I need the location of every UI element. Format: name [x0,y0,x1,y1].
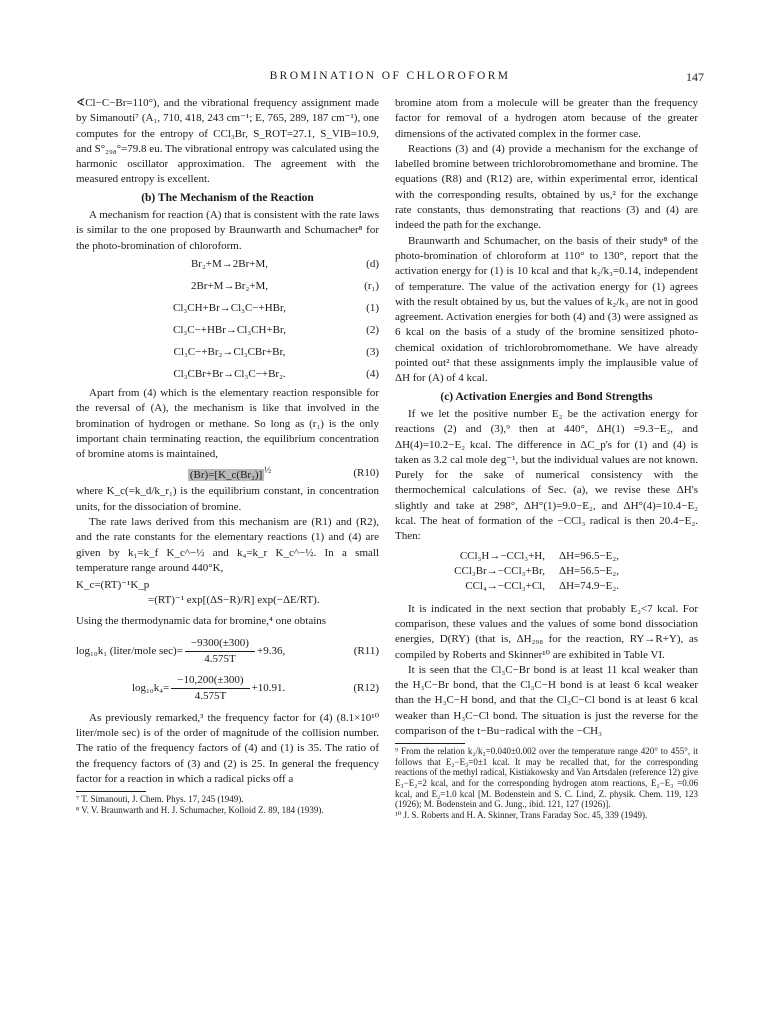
highlighted-text: (Br)=[K_c(Br₂)] [189,469,263,482]
equation-body: Cl₃C−+Br₂→Cl₃CBr+Br, [173,346,286,359]
paragraph: A mechanism for reaction (A) that is consistent with the rate laws is similar to the one proposed by Braunwarth and Schumacher⁸ for the photo-bromination of chloroform. [76,209,379,252]
bond-enthalpy: ΔH=56.5−E₂, [559,564,619,577]
bond-reaction: CCl₃H→−CCl₃+H, [459,549,545,562]
equation-r10 [76,462,379,484]
paragraph: It is seen that the Cl₃C−Br bond is at least 11 kcal weaker than the H₃C−Br bond, that the Cl₃C−H bond is at least 6 kcal weaker than the H₃C−H bond, and that the Cl₃C−Cl bond is at least 6 kcal weaker than H₃C−Cl bond. The situation is just the reverse for the comparison of the t−Bu−radical with the −CH₃ [395,663,698,737]
paragraph: If we let the positive number E₂ be the activation energy for reactions (2) and (3),⁹ then at 440°, ΔH(1) =9.3−E₂, and ΔH(4)=10.2−E₂ kcal. The difference in ΔC_p's for (1) and (4) is taken as 3.2 cal mole deg⁻¹, but the individual values are not known. Purely for the sake of numerical consistency with the thermochemical calculations of Sec. (a), we revise these ΔH's slightly and take at 298°, ΔH°(1)=9.0−E₂, and ΔH°(4)=10.4−E₂ kcal. The heat of formation of the −CCl₃ radical is then 20.4−E₂. Then: [395,407,698,543]
footnote-rule [395,743,465,744]
paragraph: The rate laws derived from this mechanism are (R1) and (R2), and the rate constants for the elementary reactions (1) and (4) are given by k₁=k_f K_c^−½ and k₄=k_r K_c^−½. In a small temperature range around 440°K, [76,516,379,574]
equation-body: Br₂+M→2Br+M, [190,258,269,271]
equation-rest: +10.91. [251,682,286,695]
fraction [171,673,249,705]
right-column [395,96,698,820]
footnotes [76,794,379,815]
equation [76,342,379,364]
equation-tag: (2) [366,324,379,337]
bond-reactions [395,549,698,594]
kc-line-1: K_c=(RT)⁻¹K_p [76,579,150,592]
denominator: 4.575T [194,690,227,703]
equation-lhs: log₁₀k₄= [132,682,170,695]
equation [76,298,379,320]
numerator: −10,200(±300) [171,673,249,689]
footnote: ⁹ From the relation k₂/k₃=0.040±0.002 over the temperature range 420° to 455°, it follows that E₂−E₃=0±1 kcal. It may be recalled that, for the corresponding reactions of the methyl radical, Kistiakowsky and Van Artsdalen (reference 12) give E₃−E₂=2 kcal, and for the corresponding hydrogen atom reactions, E₂−E₃ =0.06 kcal, and E₂=1.0 kcal [M. Bodenstein and S. C. Lind, Z. physik. Chem. 119, 123 (1926); M. Bodenstein and G. Jung., ibid. 121, 127 (1926)]. [395,746,698,810]
equation-body: Cl₃CH+Br→Cl₃C−+HBr, [173,302,286,315]
page-number: 147 [686,70,704,84]
exponent: ½ [264,465,272,476]
equation [76,276,379,298]
equation-r11 [76,636,379,668]
footnote: ¹⁰ J. S. Roberts and H. A. Skinner, Trans Faraday Soc. 45, 339 (1949). [395,809,648,820]
equation-tag: (1) [366,302,379,315]
bond-enthalpy: ΔH=74.9−E₂. [559,579,619,592]
equation-body: 2Br+M→Br₂+M, [190,280,269,293]
footnotes [395,746,698,820]
paragraph: Reactions (3) and (4) provide a mechanism for the exchange of labelled bromine between trichlorobromomethane and bromine. The equations (R8) and (R12) are, within experimental error, identical with the corresponding results, obtained by us,² for the exchange rate constants, thus demonstrating that reactions (3) and (4) are indeed the path for the exchange. [395,142,698,232]
equation-tag: (R10) [353,466,379,479]
equation-body: Cl₃CBr+Br→Cl₃C−+Br₂. [173,368,286,381]
bond-reaction: CCl₃Br→−CCl₃+Br, [454,564,545,577]
left-column [76,96,379,815]
bond-reaction: CCl₄→−CCl₃+Cl, [465,579,545,592]
equation-tag: (4) [366,368,379,381]
denominator: 4.575T [204,652,236,665]
equation-lhs: log₁₀k₁ (liter/mole sec)= [76,644,183,657]
equation-rest: +9.36, [256,644,286,657]
section-heading-c: (c) Activation Energies and Bond Strengths [440,390,653,403]
bond-enthalpy: ΔH=96.5−E₂, [559,549,619,562]
paragraph: where K_c(=k_d/k_r₁) is the equilibrium constant, in concentration units, for the dissociation of bromine. [76,485,379,513]
paragraph: Using the thermodynamic data for bromine,⁴ one obtains [76,615,327,628]
bond-row [395,549,698,564]
running-title: BROMINATION OF CHLOROFORM [269,70,511,82]
paragraph: bromine atom from a molecule will be greater than the frequency factor for removal of a hydrogen atom because of the greater dimensions of the activated complex in the former case. [395,97,698,140]
reaction-equations [76,254,379,386]
footnote-rule [76,791,146,792]
footnote: ⁷ T. Simanouti, J. Chem. Phys. 17, 245 (1949). [76,794,244,805]
paragraph: Braunwarth and Schumacher, on the basis of their study⁸ of the photo-bromination of chloroform at 110° to 130°, report that the activation energy for (1) is 10 kcal and that k₂/k₃=0.14, independent of temperature. The value of the activation energy for (1) agrees with the result obtained by us, but the values of k₂/k₃ are not in good agreement. Activation energies for both (4) and (3) were assigned as 6 kcal on the basis of a study of the bromine sensitized photo-chemical oxidation of trichlorobromomethane. We have already pointed out² that these assignments imply the implausible value of ΔH for (A) of 4 kcal. [395,234,698,385]
paragraph: As previously remarked,³ the frequency factor for (4) (8.1×10¹⁰ liter/mole sec) is of the order of magnitude of the collision number. The ratio of the frequency factors of (4) and (1) is 35. The ratio of the frequency factors of (3) and (2) is 25. In general the frequency factor for a reaction in which a radical picks off a [76,711,379,785]
equation-tag: (d) [366,258,379,271]
equation-r12 [76,673,379,705]
paragraph: Apart from (4) which is the elementary reaction responsible for the reversal of (A), the mechanism is like that involved in the bromination of hydrogen or methane. So long as (r₁) is the only important chain terminating reaction, the equilibrium concentration of bromine atoms is maintained, [76,386,379,461]
kc-line-2: =(RT)⁻¹ exp[(ΔS−R)/R] exp(−ΔE/RT). [148,594,320,607]
paragraph: It is indicated in the next section that probably E₂<7 kcal. For comparison, these values and the values of some bond dissociation energies, D(RY) (that is, ΔH₂₉₈ for the reaction, RY→R+Y), as compiled by Roberts and Skinner¹⁰ are exhibited in Table VI. [395,602,698,661]
fraction [185,636,255,668]
equilibrium-equation [76,578,379,608]
paragraph: ∢Cl−C−Br=110°), and the vibrational frequency assignment made by Simanouti⁷ (A₁, 710, 418, 243 cm⁻¹; E, 765, 289, 187 cm⁻¹), one computes for the entropy of CCl₃Br, S_ROT=27.1, S_VIB=10.9, and S°₂₉₈°=79.8 eu. The vibrational entropy was calculated using the harmonic oscillator approximation. The agreement with the measured entropy is excellent. [76,97,379,186]
equation-tag: (R12) [353,682,379,695]
equation [76,254,379,276]
equation [76,364,379,386]
equation-tag: (r₁) [364,280,379,293]
bond-row [395,579,698,594]
numerator: −9300(±300) [185,636,255,652]
running-header [76,70,704,86]
equation-tag: (R11) [353,644,379,657]
equation-tag: (3) [366,346,379,359]
footnote: ⁸ V. V. Braunwarth and H. J. Schumacher, Kolloid Z. 89, 184 (1939). [76,804,324,815]
equation [76,320,379,342]
section-heading-b: (b) The Mechanism of the Reaction [141,191,314,204]
bond-row [395,564,698,579]
equation-body: Cl₃C−+HBr→Cl₃CH+Br, [173,324,286,337]
